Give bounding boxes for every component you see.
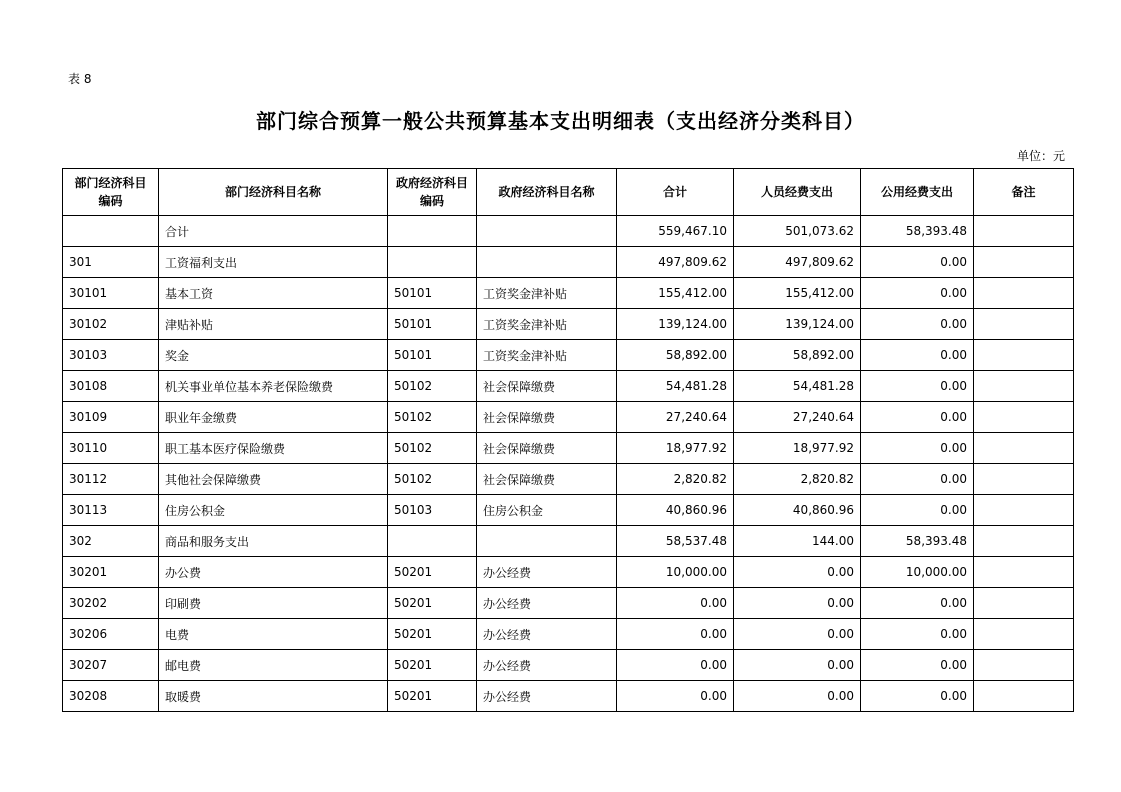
cell-gov-code: 50201	[388, 588, 477, 619]
table-row	[63, 278, 1074, 309]
cell-gov-code: 50101	[388, 340, 477, 371]
cell-note	[974, 402, 1074, 433]
cell-note	[974, 247, 1074, 278]
cell-personnel: 40,860.96	[734, 495, 861, 526]
cell-total: 0.00	[617, 619, 734, 650]
cell-personnel: 0.00	[734, 557, 861, 588]
cell-gov-name	[477, 216, 617, 247]
cell-note	[974, 650, 1074, 681]
table-row	[63, 247, 1074, 278]
cell-gov-name: 社会保障缴费	[477, 371, 617, 402]
cell-personnel: 2,820.82	[734, 464, 861, 495]
header-note: 备注	[974, 169, 1074, 216]
cell-personnel: 501,073.62	[734, 216, 861, 247]
cell-public: 0.00	[861, 650, 974, 681]
cell-total: 0.00	[617, 588, 734, 619]
document-title: 部门综合预算一般公共预算基本支出明细表（支出经济分类科目）	[256, 109, 865, 133]
cell-gov-name	[477, 247, 617, 278]
cell-public: 0.00	[861, 278, 974, 309]
cell-note	[974, 588, 1074, 619]
cell-dept-name: 职工基本医疗保险缴费	[159, 433, 388, 464]
cell-public: 0.00	[861, 371, 974, 402]
cell-gov-code: 50201	[388, 681, 477, 712]
cell-dept-name: 取暖费	[159, 681, 388, 712]
header-gov-code: 政府经济科目编码	[388, 169, 477, 216]
table-row	[63, 619, 1074, 650]
cell-note	[974, 309, 1074, 340]
header-total: 合计	[617, 169, 734, 216]
cell-dept-code: 30110	[63, 433, 159, 464]
cell-total: 155,412.00	[617, 278, 734, 309]
cell-dept-code: 30102	[63, 309, 159, 340]
cell-total: 559,467.10	[617, 216, 734, 247]
cell-personnel: 58,892.00	[734, 340, 861, 371]
cell-total: 0.00	[617, 681, 734, 712]
cell-dept-name: 电费	[159, 619, 388, 650]
cell-dept-name: 工资福利支出	[159, 247, 388, 278]
cell-dept-code: 30208	[63, 681, 159, 712]
cell-total: 18,977.92	[617, 433, 734, 464]
table-row	[63, 309, 1074, 340]
cell-dept-code: 30112	[63, 464, 159, 495]
cell-public: 0.00	[861, 433, 974, 464]
cell-gov-name: 办公经费	[477, 588, 617, 619]
cell-total: 497,809.62	[617, 247, 734, 278]
cell-public: 0.00	[861, 619, 974, 650]
cell-gov-code: 50201	[388, 619, 477, 650]
cell-personnel: 155,412.00	[734, 278, 861, 309]
cell-dept-name: 办公费	[159, 557, 388, 588]
cell-total: 58,537.48	[617, 526, 734, 557]
cell-note	[974, 340, 1074, 371]
cell-public: 0.00	[861, 247, 974, 278]
cell-public: 58,393.48	[861, 216, 974, 247]
cell-personnel: 0.00	[734, 681, 861, 712]
cell-dept-code: 30206	[63, 619, 159, 650]
cell-note	[974, 526, 1074, 557]
header-dept-name: 部门经济科目名称	[159, 169, 388, 216]
cell-gov-name: 办公经费	[477, 681, 617, 712]
cell-gov-name: 工资奖金津补贴	[477, 278, 617, 309]
cell-gov-name: 办公经费	[477, 650, 617, 681]
cell-dept-code	[63, 216, 159, 247]
cell-gov-name: 办公经费	[477, 619, 617, 650]
table-row	[63, 371, 1074, 402]
cell-note	[974, 681, 1074, 712]
cell-public: 0.00	[861, 402, 974, 433]
cell-dept-code: 30207	[63, 650, 159, 681]
table-row	[63, 495, 1074, 526]
table-body	[63, 216, 1074, 712]
cell-personnel: 144.00	[734, 526, 861, 557]
cell-personnel: 0.00	[734, 619, 861, 650]
cell-dept-code: 30201	[63, 557, 159, 588]
cell-gov-name: 社会保障缴费	[477, 402, 617, 433]
cell-gov-name: 社会保障缴费	[477, 464, 617, 495]
cell-note	[974, 371, 1074, 402]
cell-gov-name: 工资奖金津补贴	[477, 340, 617, 371]
cell-dept-name: 津贴补贴	[159, 309, 388, 340]
table-row	[63, 340, 1074, 371]
cell-dept-name: 机关事业单位基本养老保险缴费	[159, 371, 388, 402]
table-row	[63, 650, 1074, 681]
table-row	[63, 526, 1074, 557]
cell-dept-name: 住房公积金	[159, 495, 388, 526]
cell-gov-code	[388, 526, 477, 557]
cell-public: 0.00	[861, 588, 974, 619]
table-row	[63, 464, 1074, 495]
cell-dept-code: 30103	[63, 340, 159, 371]
cell-gov-name: 住房公积金	[477, 495, 617, 526]
cell-gov-code: 50102	[388, 433, 477, 464]
cell-personnel: 18,977.92	[734, 433, 861, 464]
cell-note	[974, 278, 1074, 309]
cell-note	[974, 557, 1074, 588]
cell-total: 27,240.64	[617, 402, 734, 433]
table-row	[63, 216, 1074, 247]
header-public: 公用经费支出	[861, 169, 974, 216]
cell-dept-code: 30113	[63, 495, 159, 526]
cell-personnel: 497,809.62	[734, 247, 861, 278]
cell-personnel: 0.00	[734, 650, 861, 681]
cell-gov-code: 50101	[388, 309, 477, 340]
cell-gov-code: 50201	[388, 650, 477, 681]
table-row	[63, 433, 1074, 464]
cell-dept-name: 邮电费	[159, 650, 388, 681]
cell-note	[974, 619, 1074, 650]
cell-dept-name: 商品和服务支出	[159, 526, 388, 557]
table-row	[63, 557, 1074, 588]
header-gov-name: 政府经济科目名称	[477, 169, 617, 216]
unit-label: 单位：元	[1016, 149, 1065, 163]
cell-total: 139,124.00	[617, 309, 734, 340]
cell-gov-code: 50102	[388, 464, 477, 495]
cell-total: 10,000.00	[617, 557, 734, 588]
table-row	[63, 588, 1074, 619]
cell-public: 0.00	[861, 681, 974, 712]
cell-public: 0.00	[861, 340, 974, 371]
cell-dept-code: 30202	[63, 588, 159, 619]
cell-note	[974, 216, 1074, 247]
cell-gov-code: 50101	[388, 278, 477, 309]
cell-gov-name: 工资奖金津补贴	[477, 309, 617, 340]
cell-personnel: 139,124.00	[734, 309, 861, 340]
cell-gov-code: 50103	[388, 495, 477, 526]
cell-gov-name: 社会保障缴费	[477, 433, 617, 464]
cell-gov-code: 50102	[388, 371, 477, 402]
cell-personnel: 0.00	[734, 588, 861, 619]
cell-public: 0.00	[861, 495, 974, 526]
table-row	[63, 681, 1074, 712]
header-dept-code: 部门经济科目编码	[63, 169, 159, 216]
cell-total: 54,481.28	[617, 371, 734, 402]
cell-dept-name: 其他社会保障缴费	[159, 464, 388, 495]
cell-total: 40,860.96	[617, 495, 734, 526]
cell-dept-code: 301	[63, 247, 159, 278]
cell-dept-name: 奖金	[159, 340, 388, 371]
cell-gov-name	[477, 526, 617, 557]
cell-gov-code	[388, 216, 477, 247]
cell-dept-name: 合计	[159, 216, 388, 247]
cell-total: 0.00	[617, 650, 734, 681]
cell-note	[974, 464, 1074, 495]
cell-total: 58,892.00	[617, 340, 734, 371]
cell-personnel: 54,481.28	[734, 371, 861, 402]
cell-gov-code: 50201	[388, 557, 477, 588]
cell-note	[974, 495, 1074, 526]
table-row	[63, 402, 1074, 433]
cell-gov-code	[388, 247, 477, 278]
cell-dept-code: 30108	[63, 371, 159, 402]
header-personnel: 人员经费支出	[734, 169, 861, 216]
cell-public: 10,000.00	[861, 557, 974, 588]
expenditure-table	[62, 168, 1074, 712]
cell-dept-name: 职业年金缴费	[159, 402, 388, 433]
cell-public: 0.00	[861, 464, 974, 495]
cell-dept-name: 基本工资	[159, 278, 388, 309]
cell-gov-code: 50102	[388, 402, 477, 433]
cell-gov-name: 办公经费	[477, 557, 617, 588]
cell-public: 58,393.48	[861, 526, 974, 557]
cell-note	[974, 433, 1074, 464]
cell-dept-code: 302	[63, 526, 159, 557]
cell-dept-code: 30109	[63, 402, 159, 433]
cell-dept-code: 30101	[63, 278, 159, 309]
cell-public: 0.00	[861, 309, 974, 340]
header-row	[63, 169, 1074, 216]
cell-total: 2,820.82	[617, 464, 734, 495]
cell-dept-name: 印刷费	[159, 588, 388, 619]
cell-personnel: 27,240.64	[734, 402, 861, 433]
table-number: 表 8	[68, 72, 92, 86]
